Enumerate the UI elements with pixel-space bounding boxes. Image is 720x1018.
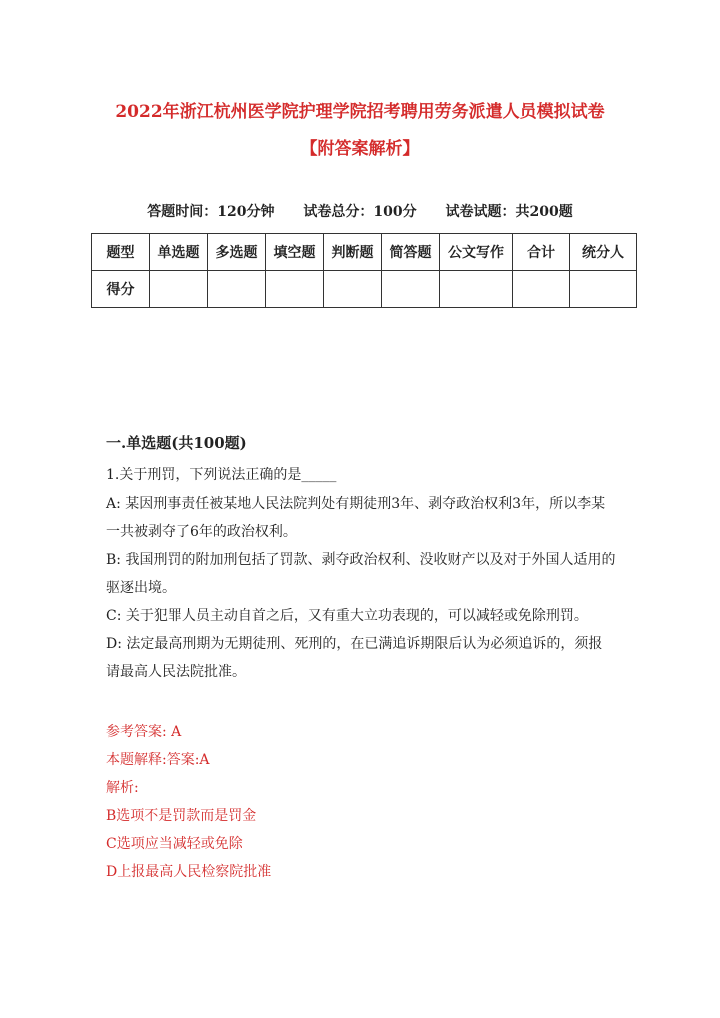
score-value-cell [266,271,324,308]
score-value-cell [382,271,440,308]
score-header-cell: 单选题 [150,234,208,271]
reference-answer: 参考答案: A [106,724,182,740]
document-title: 2022年浙江杭州医学院护理学院招考聘用劳务派遣人员模拟试卷 [115,102,605,122]
question-option-c: C: 关于犯罪人员主动自首之后，又有重大立功表现的，可以减轻或免除刑罚。 [106,608,588,624]
score-value-cell [513,271,570,308]
question-option-b: B: 我国刑罚的附加刑包括了罚款、剥夺政治权利、没收财产以及对于外国人适用的驱逐出境。 [106,552,616,596]
score-value-cell [208,271,266,308]
score-header-cell: 简答题 [382,234,440,271]
score-value-cell [150,271,208,308]
score-header-cell: 合计 [513,234,570,271]
analysis-line: B选项不是罚款而是罚金 [106,808,257,824]
score-row-label: 得分 [92,271,150,308]
answer-explanation: 本题解释:答案:A [106,752,210,768]
question-stem: 1.关于刑罚，下列说法正确的是_____ [106,467,337,483]
score-header-cell: 填空题 [266,234,324,271]
exam-total-score: 试卷总分：100分 [303,204,417,220]
score-table-value-row [92,271,637,308]
score-header-cell: 统分人 [570,234,637,271]
score-header-cell: 公文写作 [440,234,513,271]
exam-total-questions: 试卷试题：共200题 [445,204,573,220]
score-table [91,233,637,308]
score-header-cell: 判断题 [324,234,382,271]
question-option-a: A: 某因刑事责任被某地人民法院判处有期徒刑3年、剥夺政治权利3年，所以李某一共被剥夺了6年的政治权利。 [106,496,606,540]
exam-time: 答题时间：120分钟 [147,204,275,220]
score-value-cell [440,271,513,308]
document-subtitle: 【附答案解析】 [300,139,420,159]
score-table-header-row [92,234,637,271]
score-header-cell: 题型 [92,234,150,271]
section-title: 一.单选题(共100题) [106,434,247,452]
analysis-label: 解析: [106,780,139,796]
analysis-line: C选项应当减轻或免除 [106,836,243,852]
analysis-line: D上报最高人民检察院批准 [106,864,272,880]
score-value-cell [570,271,637,308]
score-header-cell: 多选题 [208,234,266,271]
question-option-d: D: 法定最高刑期为无期徒刑、死刑的，在已满追诉期限后认为必须追诉的，须报请最高人民法院批准。 [106,636,603,680]
exam-meta [0,201,720,221]
score-value-cell [324,271,382,308]
